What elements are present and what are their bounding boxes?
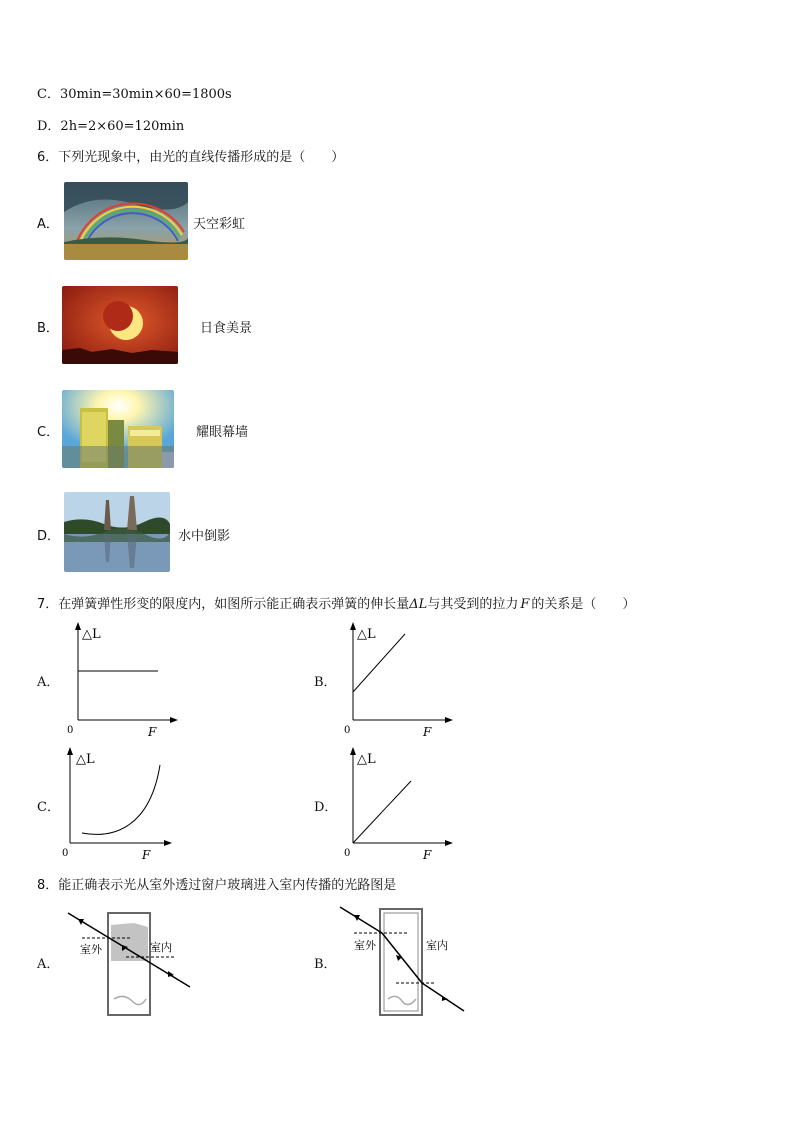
incident-ray [340,907,382,933]
q8-stem: 8．能正确表示光从室外透过窗户玻璃进入室内传播的光路图是 [37,878,397,893]
pagoda-reflection-photo [64,492,170,572]
x-label: F [423,848,432,862]
origin-label: 0 [344,848,351,859]
answer-c-line: C．30min=30min×60=1800s [37,87,232,102]
y-axis-arrow-icon [350,747,356,755]
x-axis-arrow-icon [445,717,453,723]
q7-stem-part1: 7．在弹簧弹性形变的限度内，如图所示能正确表示弹簧的伸长量 [37,597,410,612]
origin-label: 0 [67,725,74,736]
solar-eclipse-photo [62,286,178,364]
q6-option-d-letter: D． [37,529,61,544]
q7-graph-c [54,747,184,867]
answer-d-line: D．2h=2×60=120min [37,119,185,134]
outside-label: 室外 [354,939,376,952]
q6-option-a-letter: A． [37,217,59,232]
q7-option-a-letter: A． [37,675,60,690]
y-label: △L [357,752,376,767]
q7-stem-delta-l: ΔL [409,597,428,612]
q7-graph-d [335,747,465,867]
inside-label: 室内 [150,941,172,954]
graph-line [353,634,405,692]
x-axis-arrow-icon [170,717,178,723]
q6-option-a-caption: 天空彩虹 [193,217,246,232]
q7-stem-f: F [520,597,530,612]
y-axis-arrow-icon [350,622,356,630]
y-axis-arrow-icon [67,747,73,755]
q7-graph-a [60,622,190,742]
rainbow-photo [64,182,188,260]
q6-option-c-letter: C． [37,425,60,440]
x-label: F [423,725,432,739]
q8-diagram-a [64,905,196,1017]
y-axis-arrow-icon [75,622,81,630]
glass-curtain-wall-photo [62,390,174,468]
graph-line [353,781,411,843]
q7-option-b-letter: B． [314,675,337,690]
q6-option-b-caption: 日食美景 [200,321,253,336]
x-axis-arrow-icon [164,840,172,846]
q7-option-d-letter: D． [314,800,338,815]
q7-stem [37,593,635,612]
x-axis-arrow-icon [445,840,453,846]
emergent-ray [422,983,464,1011]
x-label: F [142,848,151,862]
q8-option-a-letter: A． [37,957,60,972]
q6-option-b-letter: B． [37,321,59,336]
y-label: △L [357,627,376,642]
q7-stem-part2: 与其受到的拉力 [427,597,519,612]
q8-option-b-letter: B． [314,957,337,972]
outside-label: 室外 [80,943,102,956]
x-label: F [148,725,157,739]
origin-label: 0 [62,848,69,859]
graph-curve [82,765,160,834]
q6-option-c-caption: 耀眼幕墙 [196,425,249,440]
q8-diagram-b [336,903,468,1019]
q7-stem-part3: 的关系是（ ） [531,597,636,612]
inside-label: 室内 [426,939,448,952]
y-label: △L [82,627,101,642]
y-label: △L [76,752,95,767]
origin-label: 0 [344,725,351,736]
q6-option-d-caption: 水中倒影 [178,529,231,544]
q7-graph-b [335,622,465,742]
q6-stem: 6．下列光现象中，由光的直线传播形成的是（ ） [37,150,345,165]
q7-option-c-letter: C． [37,800,60,815]
